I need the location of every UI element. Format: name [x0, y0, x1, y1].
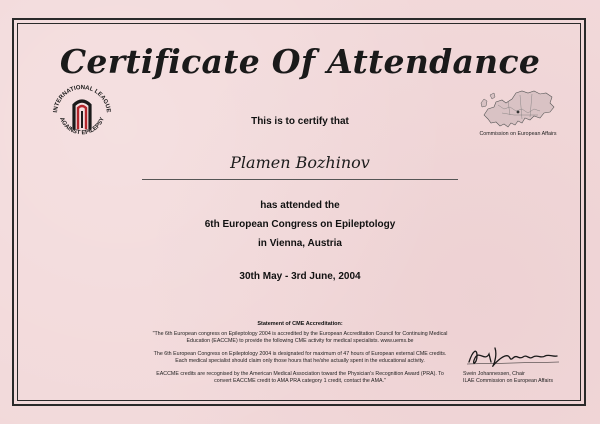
- attended-text: has attended the: [260, 200, 340, 211]
- cme-paragraph-1: "The 6th European congress on Epileptology 2004 is accredited by the European Accreditation Council for Continuing Medical Education (EACCME) to provide the following CME activity for medical specialists. www.uems.be: [152, 331, 448, 344]
- logo-ring-bottom-text: AGAINST EPILEPSY: [58, 116, 106, 137]
- signature-icon: [465, 340, 561, 370]
- logo-ring-top-text: INTERNATIONAL LEAGUE: [53, 84, 112, 113]
- signatory-organization: ILAE Commission on European Affairs: [463, 378, 553, 384]
- congress-dates: 30th May - 3rd June, 2004: [239, 271, 361, 282]
- ilae-logo-icon: [48, 80, 116, 148]
- cme-paragraph-2: The 6th European Congress on Epileptology 2004 is designated for maximum of 47 hours of European external CME credits. Each medical specialist should claim only those hours that he/she actually spent in the educational activity.: [153, 351, 447, 364]
- cme-heading: Statement of CME Accreditation:: [257, 321, 343, 327]
- cme-paragraph-3: EACCME credits are recognised by the American Medical Association toward the Physician's Recognition Award (PRA). To convert EACCME credit to AMA PRA category 1 credit, contact the AMA.": [156, 371, 444, 384]
- signatory-name: Svein Johannessen, Chair: [463, 371, 525, 377]
- commission-label: Commission on European Affairs: [479, 131, 557, 137]
- congress-location: in Vienna, Austria: [258, 238, 342, 249]
- congress-name: 6th European Congress on Epileptology: [204, 219, 396, 230]
- name-underline: [142, 179, 458, 180]
- certify-text: This is to certify that: [251, 116, 349, 127]
- certificate-title: Certificate Of Attendance: [59, 42, 541, 81]
- recipient-name: Plamen Bozhinov: [230, 153, 370, 172]
- signatory-block: [463, 371, 593, 385]
